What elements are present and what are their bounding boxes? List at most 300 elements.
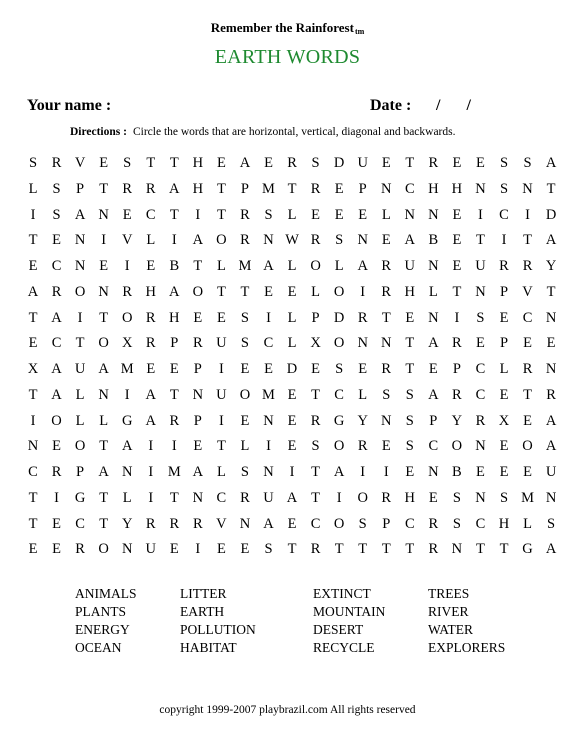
grid-letter[interactable]: U [216,386,227,403]
grid-letter[interactable]: G [333,412,345,429]
grid-letter[interactable]: C [404,180,415,197]
grid-letter[interactable]: E [428,489,438,506]
grid-letter[interactable]: E [381,438,391,455]
grid-letter[interactable]: D [545,206,557,223]
grid-letter[interactable]: I [171,232,177,249]
grid-letter[interactable]: L [287,309,297,326]
grid-letter[interactable]: N [475,489,486,506]
grid-letter[interactable]: P [76,464,85,480]
grid-letter[interactable]: T [240,283,250,300]
grid-letter[interactable]: I [218,412,224,429]
grid-letter[interactable]: S [240,464,249,480]
grid-letter[interactable]: T [287,541,297,558]
grid-letter[interactable]: N [357,335,368,352]
grid-letter[interactable]: R [522,258,533,274]
grid-letter[interactable]: C [145,206,156,223]
grid-letter[interactable]: G [121,412,133,429]
grid-letter[interactable]: T [99,438,109,455]
grid-letter[interactable]: I [501,232,507,249]
grid-letter[interactable]: T [311,464,321,480]
grid-letter[interactable]: S [499,155,509,171]
grid-letter[interactable]: E [169,361,179,377]
grid-letter[interactable]: E [240,412,250,429]
grid-letter[interactable]: C [51,258,62,274]
grid-letter[interactable]: E [381,155,391,171]
grid-letter[interactable]: E [452,155,462,171]
grid-letter[interactable]: I [77,309,83,326]
grid-letter[interactable]: N [74,232,86,249]
grid-letter[interactable]: I [336,489,342,506]
grid-letter[interactable]: O [192,283,204,300]
grid-letter[interactable]: X [121,335,133,352]
grid-letter[interactable]: I [360,283,366,300]
grid-letter[interactable]: H [428,180,439,197]
grid-letter[interactable]: N [475,438,486,455]
grid-letter[interactable]: O [333,515,345,532]
grid-letter[interactable]: E [216,309,226,326]
grid-letter[interactable]: N [451,541,463,558]
grid-letter[interactable]: L [499,361,509,377]
grid-letter[interactable]: L [287,335,297,352]
grid-letter[interactable]: N [545,489,557,506]
grid-letter[interactable]: S [123,155,132,171]
grid-letter[interactable]: H [404,283,416,300]
grid-letter[interactable]: A [545,155,557,171]
grid-letter[interactable]: O [74,438,86,455]
grid-letter[interactable]: R [310,232,321,249]
grid-letter[interactable]: S [452,515,461,532]
grid-letter[interactable]: O [333,335,345,352]
grid-letter[interactable]: A [27,283,39,300]
grid-letter[interactable]: B [428,232,439,249]
grid-letter[interactable]: C [499,206,509,223]
grid-letter[interactable]: A [428,386,439,403]
grid-letter[interactable]: T [311,489,321,506]
grid-letter[interactable]: R [51,283,62,300]
grid-letter[interactable]: A [51,386,62,403]
grid-letter[interactable]: U [216,335,227,352]
grid-letter[interactable]: T [28,386,38,403]
grid-letter[interactable]: V [74,155,86,171]
grid-letter[interactable]: M [167,464,181,480]
grid-letter[interactable]: T [28,309,38,326]
grid-letter[interactable]: P [499,283,509,300]
grid-letter[interactable]: N [239,515,251,532]
grid-letter[interactable]: R [357,438,368,455]
grid-letter[interactable]: I [30,412,36,429]
grid-letter[interactable]: C [475,515,486,532]
grid-letter[interactable]: E [405,309,415,326]
grid-letter[interactable]: E [381,232,391,249]
grid-letter[interactable]: P [499,335,509,352]
grid-letter[interactable]: V [522,283,533,300]
grid-letter[interactable]: T [523,232,532,249]
grid-letter[interactable]: R [522,361,533,377]
grid-letter[interactable]: U [404,258,416,274]
grid-letter[interactable]: Y [357,412,368,429]
grid-letter[interactable]: A [145,412,156,429]
grid-letter[interactable]: T [28,515,38,532]
grid-letter[interactable]: E [428,361,438,377]
grid-letter[interactable]: U [545,464,557,480]
grid-letter[interactable]: N [381,180,392,197]
grid-letter[interactable]: U [74,361,86,377]
grid-letter[interactable]: A [333,464,345,480]
grid-letter[interactable]: R [428,541,439,558]
grid-letter[interactable]: R [193,515,203,532]
grid-letter[interactable]: A [74,206,86,223]
grid-letter[interactable]: L [28,180,38,197]
grid-letter[interactable]: E [311,361,321,377]
grid-letter[interactable]: R [122,283,133,300]
grid-letter[interactable]: R [381,258,392,274]
grid-letter[interactable]: C [522,309,533,326]
grid-letter[interactable]: P [382,515,391,532]
grid-letter[interactable]: T [75,335,85,352]
grid-letter[interactable]: G [74,489,86,506]
grid-letter[interactable]: C [475,386,486,403]
grid-letter[interactable]: T [169,155,179,171]
grid-letter[interactable]: E [240,541,250,558]
grid-letter[interactable]: P [170,335,179,352]
grid-letter[interactable]: T [169,386,179,403]
grid-letter[interactable]: O [239,386,251,403]
grid-letter[interactable]: A [192,232,204,249]
grid-letter[interactable]: A [263,515,274,532]
grid-letter[interactable]: O [51,412,62,429]
grid-letter[interactable]: E [452,258,462,274]
grid-letter[interactable]: E [358,206,368,223]
grid-letter[interactable]: E [311,206,321,223]
grid-letter[interactable]: H [192,180,204,197]
grid-letter[interactable]: N [357,232,368,249]
grid-letter[interactable]: X [498,412,510,429]
grid-letter[interactable]: I [360,464,366,480]
grid-letter[interactable]: S [52,206,61,223]
grid-letter[interactable]: N [428,464,439,480]
grid-letter[interactable]: I [383,464,389,480]
grid-letter[interactable]: E [546,335,556,352]
grid-letter[interactable]: U [263,489,274,506]
grid-letter[interactable]: E [499,386,509,403]
grid-letter[interactable]: C [263,335,274,352]
grid-letter[interactable]: N [545,309,557,326]
grid-letter[interactable]: S [335,361,344,377]
grid-letter[interactable]: E [476,155,485,171]
grid-letter[interactable]: S [240,309,249,326]
grid-letter[interactable]: C [28,464,38,480]
grid-letter[interactable]: E [499,438,509,455]
grid-letter[interactable]: E [28,258,38,274]
grid-letter[interactable]: S [476,309,485,326]
grid-letter[interactable]: N [475,180,486,197]
grid-letter[interactable]: I [266,438,271,455]
grid-letter[interactable]: L [240,438,250,455]
grid-letter[interactable]: O [333,283,345,300]
grid-letter[interactable]: L [216,258,226,274]
grid-letter[interactable]: E [287,438,297,455]
grid-letter[interactable]: T [99,515,109,532]
grid-letter[interactable]: T [216,206,226,223]
grid-letter[interactable]: T [405,361,415,377]
grid-letter[interactable]: T [405,155,415,171]
grid-letter[interactable]: E [193,438,203,455]
grid-letter[interactable]: L [122,489,132,506]
grid-letter[interactable]: A [263,258,274,274]
grid-letter[interactable]: I [148,438,154,455]
grid-letter[interactable]: E [476,464,485,480]
grid-letter[interactable]: Y [121,515,133,532]
grid-letter[interactable]: S [311,155,320,171]
grid-letter[interactable]: T [193,258,203,274]
grid-letter[interactable]: E [499,464,509,480]
grid-letter[interactable]: E [264,155,273,171]
grid-letter[interactable]: H [498,515,510,532]
grid-letter[interactable]: N [428,206,439,223]
grid-letter[interactable]: E [146,361,156,377]
grid-letter[interactable]: E [169,541,179,558]
grid-letter[interactable]: O [216,232,227,249]
grid-letter[interactable]: R [310,412,321,429]
grid-letter[interactable]: T [28,489,38,506]
grid-letter[interactable]: S [358,515,367,532]
grid-letter[interactable]: R [381,361,392,377]
grid-letter[interactable]: I [195,541,201,558]
grid-letter[interactable]: L [334,258,344,274]
grid-letter[interactable]: L [146,232,156,249]
grid-letter[interactable]: X [310,335,321,352]
grid-letter[interactable]: R [240,206,250,223]
grid-letter[interactable]: S [523,155,532,171]
grid-letter[interactable]: L [287,258,297,274]
grid-letter[interactable]: E [28,541,38,558]
grid-letter[interactable]: I [171,438,177,455]
grid-letter[interactable]: S [382,386,391,403]
grid-letter[interactable]: L [311,283,321,300]
grid-letter[interactable]: N [381,412,392,429]
grid-letter[interactable]: Y [545,258,557,274]
grid-letter[interactable]: C [475,361,486,377]
grid-letter[interactable]: C [75,515,85,532]
grid-letter[interactable]: T [546,180,556,197]
grid-letter[interactable]: H [192,155,204,171]
grid-letter[interactable]: N [74,258,86,274]
grid-letter[interactable]: P [311,309,320,326]
grid-letter[interactable]: T [452,283,462,300]
grid-letter[interactable]: I [266,309,271,326]
grid-letter[interactable]: E [52,541,61,558]
grid-letter[interactable]: E [264,283,273,300]
grid-letter[interactable]: N [428,258,439,274]
grid-letter[interactable]: R [381,489,392,506]
grid-letter[interactable]: V [121,232,133,249]
grid-letter[interactable]: I [478,206,483,223]
grid-letter[interactable]: N [192,386,204,403]
grid-letter[interactable]: I [148,464,154,480]
grid-letter[interactable]: I [218,361,224,377]
grid-letter[interactable]: A [51,309,62,326]
grid-letter[interactable]: S [335,232,344,249]
grid-letter[interactable]: H [169,309,180,326]
grid-letter[interactable]: R [145,180,156,197]
grid-letter[interactable]: R [499,258,509,274]
grid-letter[interactable]: S [499,489,509,506]
grid-letter[interactable]: A [169,180,180,197]
grid-letter[interactable]: T [499,541,509,558]
grid-letter[interactable]: C [428,438,439,455]
grid-letter[interactable]: A [428,335,439,352]
grid-letter[interactable]: E [99,155,109,171]
grid-letter[interactable]: C [216,489,227,506]
grid-letter[interactable]: I [289,464,295,480]
grid-letter[interactable]: P [193,412,202,429]
grid-letter[interactable]: B [452,464,462,480]
grid-letter[interactable]: E [476,335,485,352]
grid-letter[interactable]: O [357,489,368,506]
grid-letter[interactable]: R [240,489,250,506]
grid-letter[interactable]: E [216,155,226,171]
grid-letter[interactable]: I [195,206,201,223]
grid-letter[interactable]: R [145,309,156,326]
grid-letter[interactable]: T [523,386,532,403]
grid-letter[interactable]: R [452,386,462,403]
grid-letter[interactable]: E [523,412,532,429]
grid-letter[interactable]: S [52,180,61,197]
grid-letter[interactable]: N [263,412,274,429]
grid-letter[interactable]: E [122,206,132,223]
grid-letter[interactable]: S [264,206,273,223]
grid-letter[interactable]: S [311,438,320,455]
grid-letter[interactable]: T [381,309,391,326]
grid-letter[interactable]: O [98,541,109,558]
grid-letter[interactable]: N [121,464,133,480]
grid-letter[interactable]: A [98,464,109,480]
grid-letter[interactable]: H [451,180,463,197]
grid-letter[interactable]: S [405,386,414,403]
grid-letter[interactable]: N [121,541,133,558]
grid-letter[interactable]: R [546,386,556,403]
grid-letter[interactable]: T [99,489,109,506]
grid-letter[interactable]: P [240,180,249,197]
grid-letter[interactable]: N [27,438,39,455]
grid-letter[interactable]: R [452,335,462,352]
grid-letter[interactable]: E [287,386,297,403]
grid-letter[interactable]: T [358,541,368,558]
grid-letter[interactable]: I [101,232,107,249]
grid-letter[interactable]: E [523,464,532,480]
grid-letter[interactable]: L [287,206,297,223]
grid-letter[interactable]: P [358,180,367,197]
grid-letter[interactable]: T [381,541,391,558]
grid-letter[interactable]: E [358,361,368,377]
grid-letter[interactable]: M [262,386,275,403]
grid-letter[interactable]: U [357,155,368,171]
grid-letter[interactable]: M [238,258,252,274]
grid-letter[interactable]: M [120,361,134,377]
grid-letter[interactable]: A [51,361,62,377]
grid-letter[interactable]: N [98,206,109,223]
grid-letter[interactable]: E [499,309,509,326]
grid-letter[interactable]: O [98,335,109,352]
grid-letter[interactable]: E [287,515,297,532]
grid-letter[interactable]: L [99,412,109,429]
grid-letter[interactable]: E [334,180,344,197]
grid-letter[interactable]: N [263,232,274,249]
grid-letter[interactable]: T [169,206,179,223]
grid-letter[interactable]: U [145,541,156,558]
grid-letter[interactable]: E [193,309,203,326]
grid-letter[interactable]: T [405,335,415,352]
grid-letter[interactable]: N [263,464,274,480]
grid-letter[interactable]: G [522,541,533,558]
grid-letter[interactable]: A [121,438,133,455]
grid-letter[interactable]: O [333,438,345,455]
grid-letter[interactable]: N [98,283,109,300]
grid-letter[interactable]: C [404,515,415,532]
grid-letter[interactable]: O [451,438,463,455]
grid-letter[interactable]: A [192,464,204,480]
grid-letter[interactable]: T [146,155,156,171]
grid-letter[interactable]: C [334,386,344,403]
grid-letter[interactable]: E [99,258,109,274]
grid-letter[interactable]: A [545,412,557,429]
grid-letter[interactable]: E [287,412,297,429]
grid-letter[interactable]: N [522,180,533,197]
grid-letter[interactable]: T [405,541,415,558]
grid-letter[interactable]: T [334,541,344,558]
grid-letter[interactable]: T [311,386,321,403]
grid-letter[interactable]: R [357,309,368,326]
grid-letter[interactable]: A [357,258,368,274]
grid-letter[interactable]: O [121,309,133,326]
grid-letter[interactable]: C [51,335,62,352]
grid-letter[interactable]: B [169,258,180,274]
grid-letter[interactable]: M [262,180,275,197]
grid-letter[interactable]: D [333,155,345,171]
grid-letter[interactable]: R [310,541,321,558]
grid-letter[interactable]: S [547,515,556,532]
grid-letter[interactable]: R [169,412,180,429]
grid-letter[interactable]: N [475,283,486,300]
grid-letter[interactable]: V [216,515,227,532]
grid-letter[interactable]: R [428,155,439,171]
grid-letter[interactable]: L [358,386,368,403]
grid-letter[interactable]: R [475,412,486,429]
grid-letter[interactable]: R [428,515,439,532]
grid-letter[interactable]: T [99,309,109,326]
grid-letter[interactable]: P [76,180,85,197]
grid-letter[interactable]: H [404,489,416,506]
grid-letter[interactable]: O [522,438,533,455]
grid-letter[interactable]: E [52,515,61,532]
grid-letter[interactable]: P [452,361,461,377]
grid-letter[interactable]: E [452,232,462,249]
grid-letter[interactable]: R [145,515,156,532]
grid-letter[interactable]: N [428,309,439,326]
grid-letter[interactable]: L [523,515,532,532]
grid-letter[interactable]: A [169,283,180,300]
grid-letter[interactable]: E [452,206,462,223]
grid-letter[interactable]: N [98,386,109,403]
grid-letter[interactable]: I [54,489,59,506]
grid-letter[interactable]: L [381,206,391,223]
grid-letter[interactable]: T [28,232,38,249]
grid-letter[interactable]: L [75,412,85,429]
grid-letter[interactable]: N [545,361,557,377]
grid-letter[interactable]: R [310,180,321,197]
grid-letter[interactable]: O [74,283,86,300]
grid-letter[interactable]: A [145,386,156,403]
